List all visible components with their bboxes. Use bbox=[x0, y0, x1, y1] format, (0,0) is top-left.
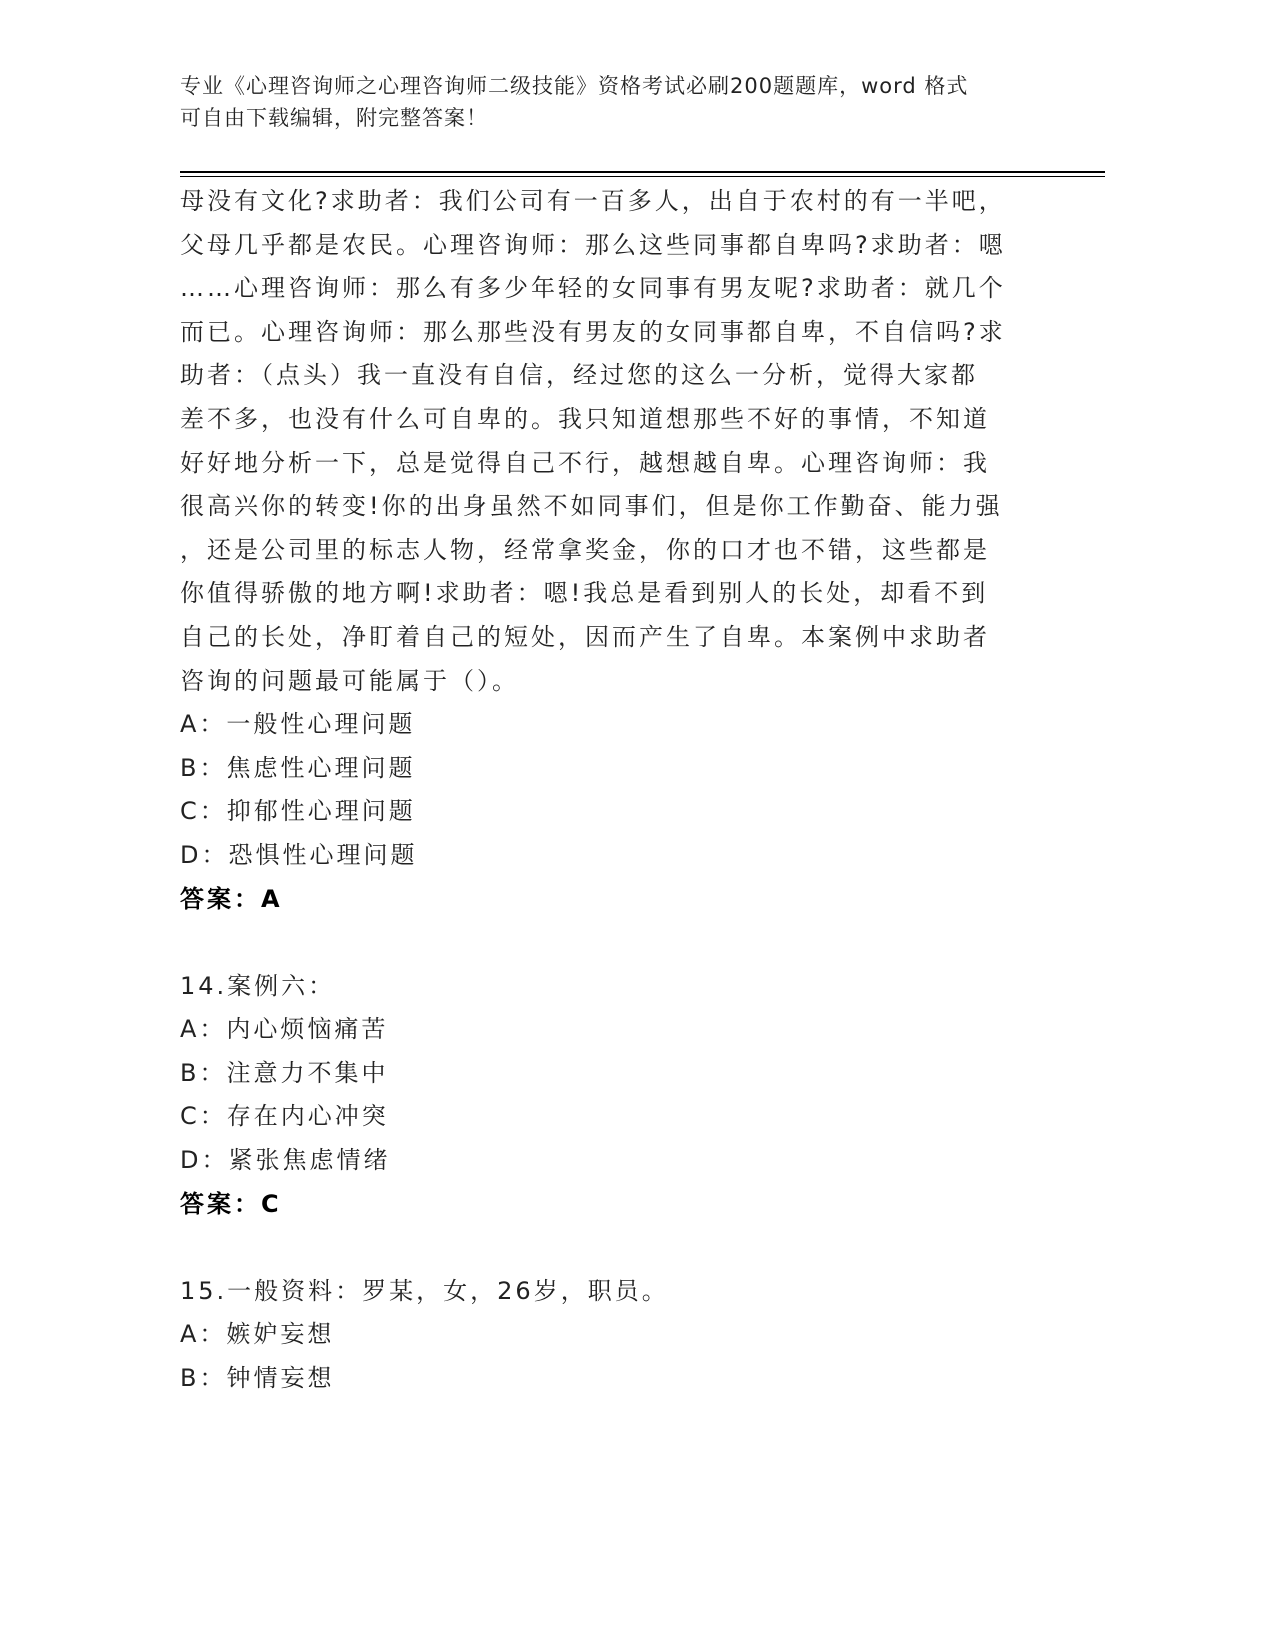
spacer bbox=[180, 1226, 1006, 1270]
header-divider-thick bbox=[180, 171, 1105, 173]
option-c: C：抑郁性心理问题 bbox=[180, 797, 416, 826]
question-stem-line: 母没有文化?求助者：我们公司有一百多人，出自于农村的有一半吧， bbox=[180, 187, 1006, 215]
question-stem-line: ……心理咨询师：那么有多少年轻的女同事有男友呢?求助者：就几个 bbox=[180, 274, 1006, 303]
document-body bbox=[180, 180, 1006, 1401]
question-15 bbox=[180, 1270, 1006, 1401]
question-13 bbox=[180, 180, 1006, 921]
option-a: A：内心烦恼痛苦 bbox=[180, 1015, 389, 1044]
header-line-2: 可自由下载编辑，附完整答案！ bbox=[180, 106, 488, 130]
header-line-1: 专业《心理咨询师之心理咨询师二级技能》资格考试必刷200题题库，word 格式 bbox=[180, 74, 969, 98]
question-stem-line: 很高兴你的转变!你的出身虽然不如同事们，但是你工作勤奋、能力强 bbox=[180, 492, 1003, 521]
question-stem-line: 好好地分析一下，总是觉得自己不行，越想越自卑。心理咨询师：我 bbox=[180, 448, 990, 477]
question-stem-line: 差不多，也没有什么可自卑的。我只知道想那些不好的事情，不知道 bbox=[180, 404, 990, 433]
answer: 答案：A bbox=[180, 884, 283, 913]
question-stem-line: 你值得骄傲的地方啊!求助者：嗯!我总是看到别人的长处，却看不到 bbox=[180, 579, 989, 608]
header-divider-thin bbox=[180, 176, 1105, 177]
question-stem-line: 咨询的问题最可能属于（）。 bbox=[180, 666, 519, 695]
question-stem-line: 自己的长处，净盯着自己的短处，因而产生了自卑。本案例中求助者 bbox=[180, 622, 990, 651]
option-d: D：恐惧性心理问题 bbox=[180, 840, 418, 869]
option-c: C：存在内心冲突 bbox=[180, 1102, 389, 1131]
question-stem: 15.一般资料：罗某，女，26岁，职员。 bbox=[180, 1276, 669, 1305]
question-stem-line: 父母几乎都是农民。心理咨询师：那么这些同事都自卑吗?求助者：嗯 bbox=[180, 230, 1006, 259]
option-a: A：嫉妒妄想 bbox=[180, 1320, 335, 1349]
option-b: B：注意力不集中 bbox=[180, 1058, 389, 1087]
question-14 bbox=[180, 965, 1006, 1227]
question-stem-line: ，还是公司里的标志人物，经常拿奖金，你的口才也不错，这些都是 bbox=[180, 535, 990, 564]
option-b: B：钟情妄想 bbox=[180, 1364, 335, 1393]
question-stem: 14.案例六： bbox=[180, 971, 336, 1000]
option-a: A：一般性心理问题 bbox=[180, 710, 416, 739]
question-stem-line: 助者：（点头）我一直没有自信，经过您的这么一分析，觉得大家都 bbox=[180, 361, 978, 390]
option-d: D：紧张焦虑情绪 bbox=[180, 1146, 391, 1175]
question-stem-line: 而已。心理咨询师：那么那些没有男友的女同事都自卑，不自信吗?求 bbox=[180, 317, 1006, 346]
spacer bbox=[180, 921, 1006, 965]
answer: 答案：C bbox=[180, 1189, 282, 1218]
document-header bbox=[180, 70, 968, 134]
option-b: B：焦虑性心理问题 bbox=[180, 753, 416, 782]
